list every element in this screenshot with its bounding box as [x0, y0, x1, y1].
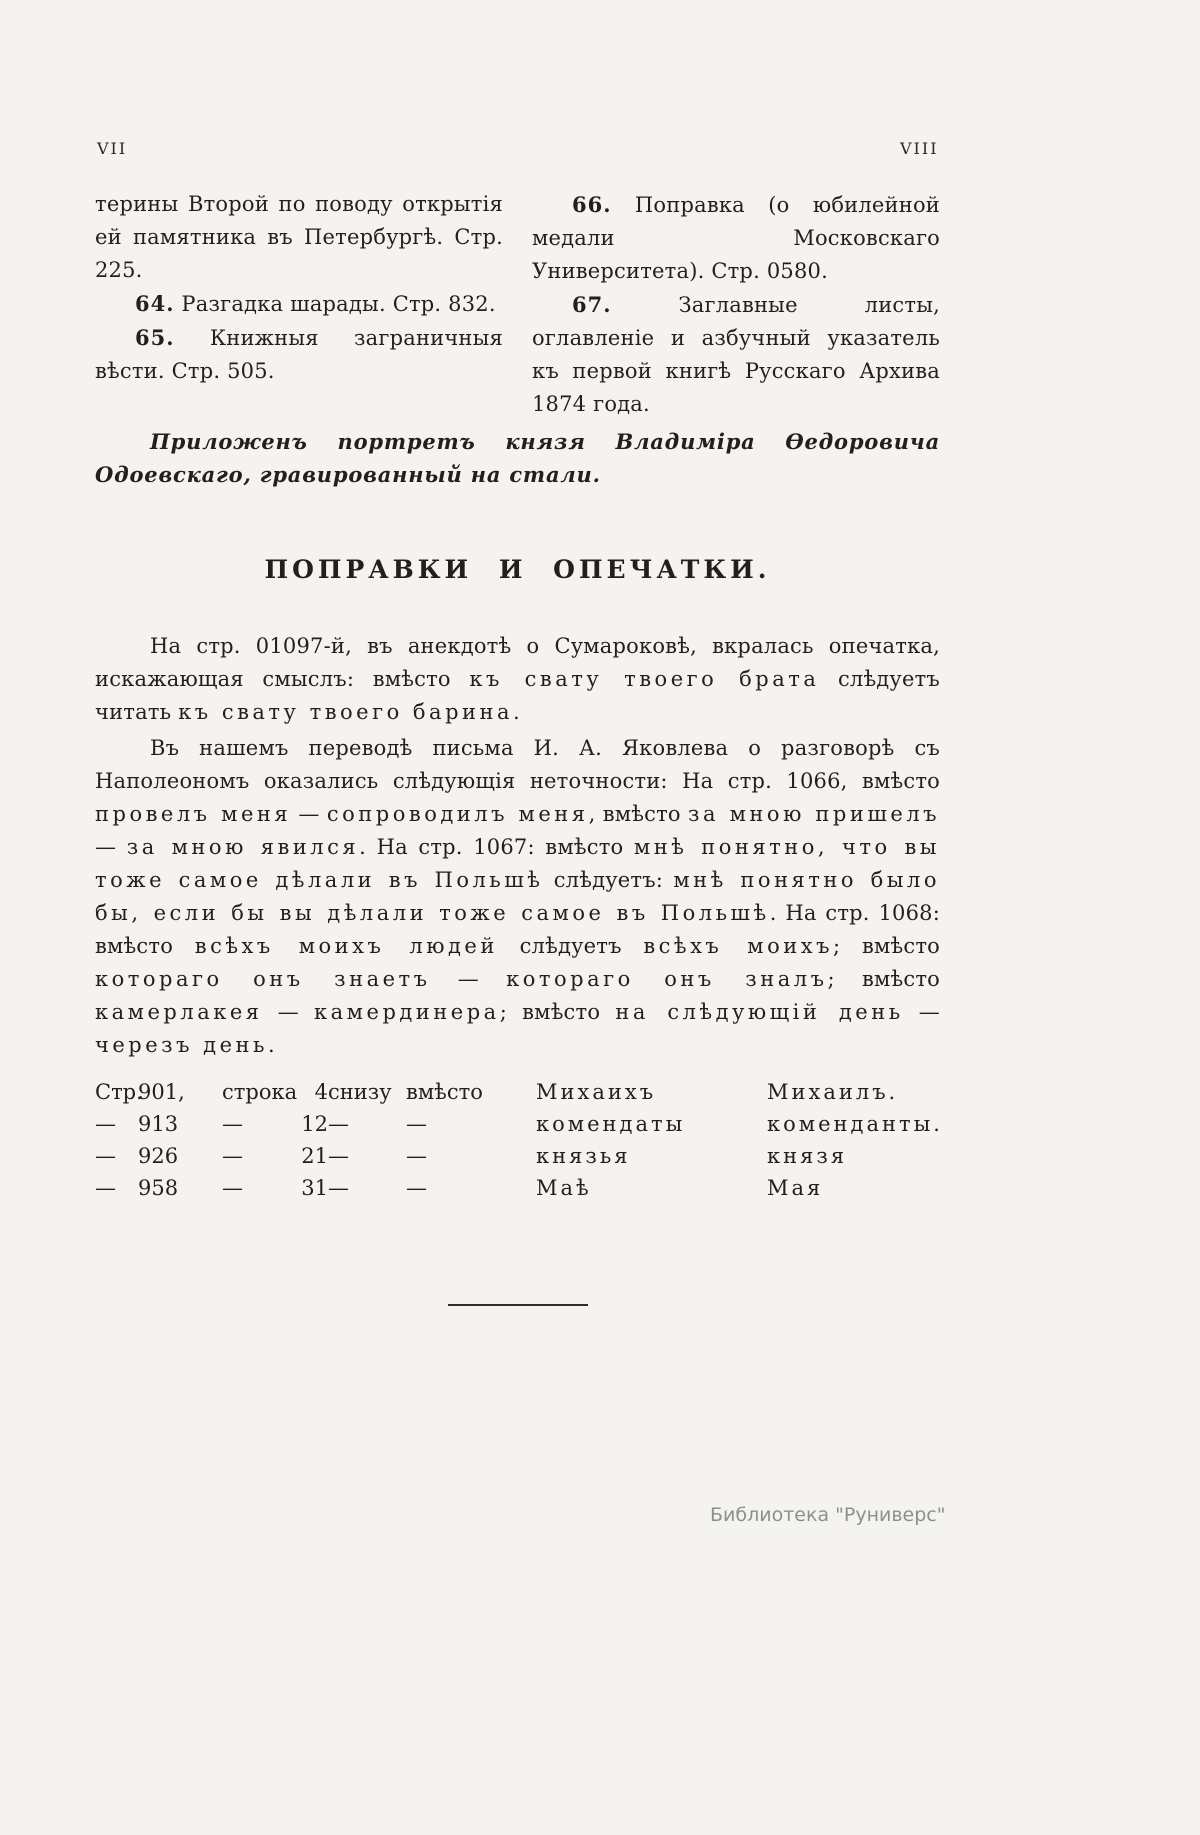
left-page-number: VII: [97, 139, 128, 158]
cell-page-label: Стр.: [95, 1080, 143, 1104]
toc-entry-65: [95, 321, 503, 388]
emphasized-text: котораго онъ зналъ: [506, 967, 828, 991]
cell-page-label: —: [95, 1176, 116, 1200]
cell-line-label: строка: [222, 1080, 298, 1104]
cell-line-number: 12: [301, 1112, 328, 1136]
entry-number: 65.: [135, 325, 175, 350]
cell-instead-label: вмѣсто: [406, 1080, 483, 1104]
cell-position: —: [328, 1144, 349, 1168]
emphasized-text: мнѣ понятно было бы, если бы вы дѣлали тоже самое въ Польшѣ: [95, 868, 940, 925]
text-segment: —: [430, 967, 507, 991]
cell-erroneous-text: Маѣ: [536, 1176, 592, 1200]
cell-position: —: [328, 1176, 349, 1200]
entry-text: Поправка (о юбилейной медали Московскаго Университета). Стр. 0580.: [532, 193, 940, 283]
errata-paragraph-2: [95, 732, 940, 1062]
toc-right-column: [532, 188, 940, 421]
errata-table-row: [95, 1076, 940, 1108]
errata-table-row: [95, 1172, 940, 1204]
text-segment: ; вмѣсто: [499, 1000, 616, 1024]
entry-text: Заглавные листы, оглавленіе и азбучный указатель къ первой книгѣ Русскаго Архива 1874 года.: [532, 293, 940, 416]
text-segment: —: [291, 802, 327, 826]
cell-page-label: —: [95, 1112, 116, 1136]
emphasized-text: котораго онъ знаетъ: [95, 967, 431, 991]
text-segment: .: [267, 1033, 275, 1057]
cell-line-label: —: [222, 1144, 243, 1168]
toc-entry-66: [532, 188, 940, 288]
separator-rule: [448, 1304, 588, 1306]
right-page-number: VIII: [900, 139, 939, 158]
text-segment: . На стр. 1068: вмѣсто: [95, 901, 940, 958]
errata-paragraph-1: [95, 630, 940, 729]
cell-erroneous-text: Михаихъ: [536, 1080, 657, 1104]
cell-line-number: 4: [314, 1080, 328, 1104]
emphasized-text: всѣхъ моихъ: [643, 934, 833, 958]
cell-position: —: [328, 1112, 349, 1136]
text-segment: слѣдуетъ: [497, 934, 644, 958]
toc-columns: [95, 188, 940, 421]
entry-text: Разгадка шарады. Стр. 832.: [174, 292, 496, 316]
emphasized-text: камерлакея: [95, 1000, 263, 1024]
text-segment: ; вмѣсто: [827, 967, 940, 991]
cell-line-label: —: [222, 1176, 243, 1200]
emphasized-text: за мною явился: [126, 835, 360, 859]
toc-left-column: [95, 188, 503, 421]
entry-number: 67.: [572, 292, 612, 317]
cell-corrected-text: Михаилъ.: [767, 1080, 899, 1104]
errata-table-row: [95, 1140, 940, 1172]
toc-entry-64: [95, 287, 503, 321]
emphasized-text: на слѣдующій день: [615, 1000, 904, 1024]
errata-table-row: [95, 1108, 943, 1140]
text-segment: Въ нашемъ переводѣ письма И. А. Яковлева о разговорѣ съ Наполеономъ оказались слѣдующія неточности: На стр. 1066, вмѣсто: [95, 736, 940, 793]
cell-page-number: 926: [138, 1144, 179, 1168]
text-segment: . На стр. 1067: вмѣсто: [359, 835, 634, 859]
cell-line-number: 31: [301, 1176, 328, 1200]
toc-entry-67: [532, 288, 940, 421]
cell-erroneous-text: комендаты: [536, 1112, 686, 1136]
emphasized-text: за мною пришелъ: [688, 802, 941, 826]
portrait-note: Приложенъ портретъ князя Владиміра Ѳедоровича Одоевскаго, гравированный на стали.: [95, 429, 940, 487]
library-watermark: Библиотека "Руниверс": [710, 1504, 946, 1526]
text-segment: слѣдуетъ читать: [95, 667, 940, 724]
cell-page-number: 901,: [138, 1080, 185, 1104]
cell-line-label: —: [222, 1112, 243, 1136]
errata-table: [95, 1076, 943, 1204]
emphasized-text: къ свату твоего брата: [469, 667, 820, 691]
emphasized-text: камердинера: [314, 1000, 500, 1024]
cell-page-label: —: [95, 1144, 116, 1168]
text-segment: —: [95, 835, 127, 859]
emphasized-text: мнѣ понятно, что вы тоже самое дѣлали въ Польшѣ: [95, 835, 940, 892]
cell-line-number: 21: [301, 1144, 328, 1168]
cell-corrected-text: коменданты.: [767, 1112, 943, 1136]
errata-heading: ПОПРАВКИ И ОПЕЧАТКИ.: [264, 555, 771, 584]
cell-corrected-text: князя: [767, 1144, 848, 1168]
text-segment: , вмѣсто: [588, 802, 689, 826]
emphasized-text: провелъ меня: [95, 802, 292, 826]
text-segment: На стр. 01097-й, въ анекдотѣ о Сумароковѣ, вкралась опечатка, искажающая смыслъ: вмѣсто: [95, 634, 940, 691]
cell-page-number: 913: [138, 1112, 179, 1136]
entry-number: 64.: [135, 291, 175, 316]
cell-page-number: 958: [138, 1176, 179, 1200]
text-segment: —: [903, 1000, 940, 1024]
emphasized-text: черезъ день: [95, 1033, 268, 1057]
cell-erroneous-text: князья: [536, 1144, 631, 1168]
cell-position: снизу: [328, 1080, 392, 1104]
cell-instead-label: —: [406, 1176, 427, 1200]
entry-number: 66.: [572, 192, 612, 217]
cell-instead-label: —: [406, 1144, 427, 1168]
text-segment: .: [513, 700, 520, 724]
cell-corrected-text: Мая: [767, 1176, 824, 1200]
entry-text: Книжныя заграничныя вѣсти. Стр. 505.: [95, 326, 503, 383]
toc-continuation: терины Второй по поводу открытія ей памятника въ Петербургѣ. Стр. 225.: [95, 192, 503, 282]
text-segment: —: [262, 1000, 315, 1024]
emphasized-text: сопроводилъ меня: [326, 802, 589, 826]
text-segment: ; вмѣсто: [832, 934, 941, 958]
cell-instead-label: —: [406, 1112, 427, 1136]
text-block: [95, 188, 943, 1306]
emphasized-text: всѣхъ моихъ людей: [194, 934, 498, 958]
text-segment: слѣдуетъ:: [543, 868, 674, 892]
emphasized-text: къ свату твоего барина: [178, 700, 514, 724]
